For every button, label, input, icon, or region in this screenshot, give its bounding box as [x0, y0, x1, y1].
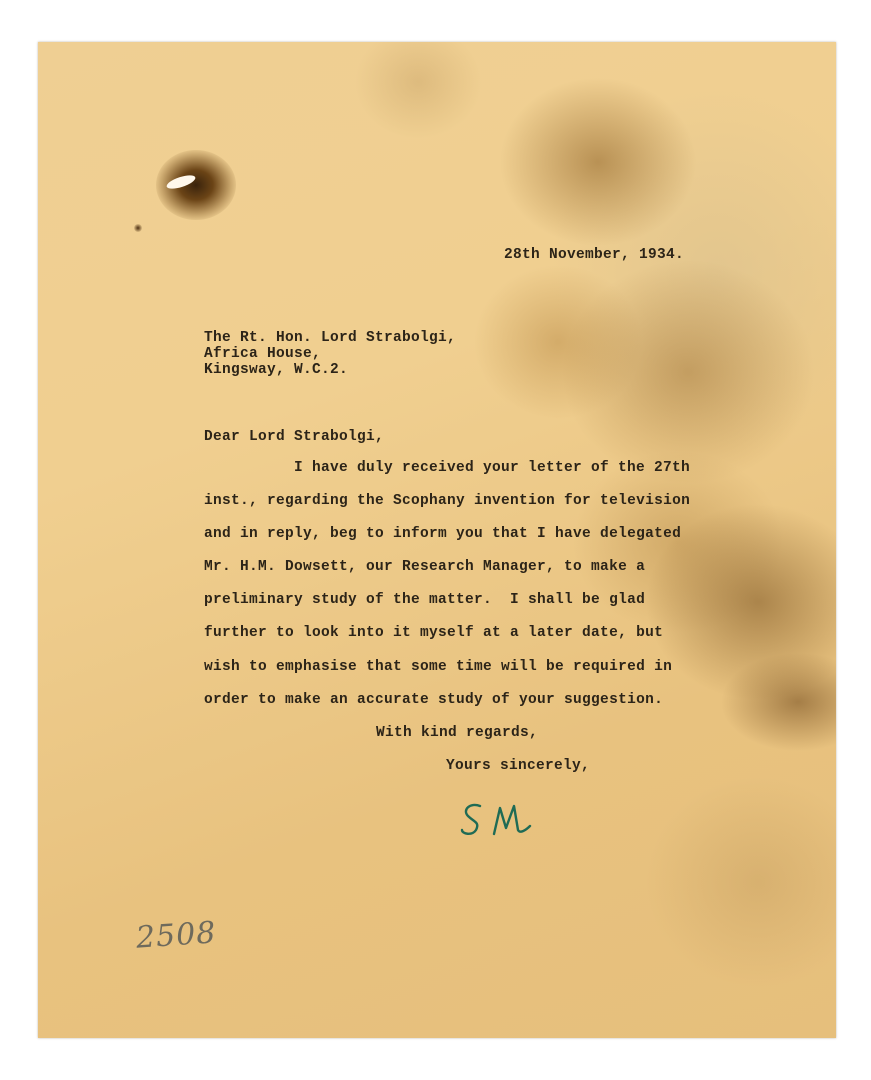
body-line: further to look into it myself at a later date, but — [204, 625, 664, 641]
letter-date: 28th November, 1934. — [504, 247, 685, 263]
body-line: and in reply, beg to inform you that I have delegated — [204, 526, 682, 542]
body-line: I have duly received your letter of the 27th — [294, 460, 691, 476]
body-line: wish to emphasise that some time will be required in — [204, 659, 673, 675]
recipient-name: The Rt. Hon. Lord Strabolgi, — [204, 330, 457, 346]
body-line: preliminary study of the matter. I shall be glad — [204, 592, 646, 608]
body-line: inst., regarding the Scophany invention for television — [204, 493, 691, 509]
pin-hole — [134, 224, 142, 232]
signoff: Yours sincerely, — [446, 758, 591, 774]
handwritten-initials — [460, 800, 540, 840]
file-number: 2508 — [134, 915, 218, 956]
letter-paper — [38, 42, 836, 1038]
body-line: Mr. H.M. Dowsett, our Research Manager, to make a — [204, 559, 646, 575]
recipient-address-line: Kingsway, W.C.2. — [204, 362, 349, 378]
body-line: order to make an accurate study of your suggestion. — [204, 692, 664, 708]
salutation: Dear Lord Strabolgi, — [204, 429, 385, 445]
closing: With kind regards, — [376, 725, 539, 741]
recipient-address-line: Africa House, — [204, 346, 322, 362]
